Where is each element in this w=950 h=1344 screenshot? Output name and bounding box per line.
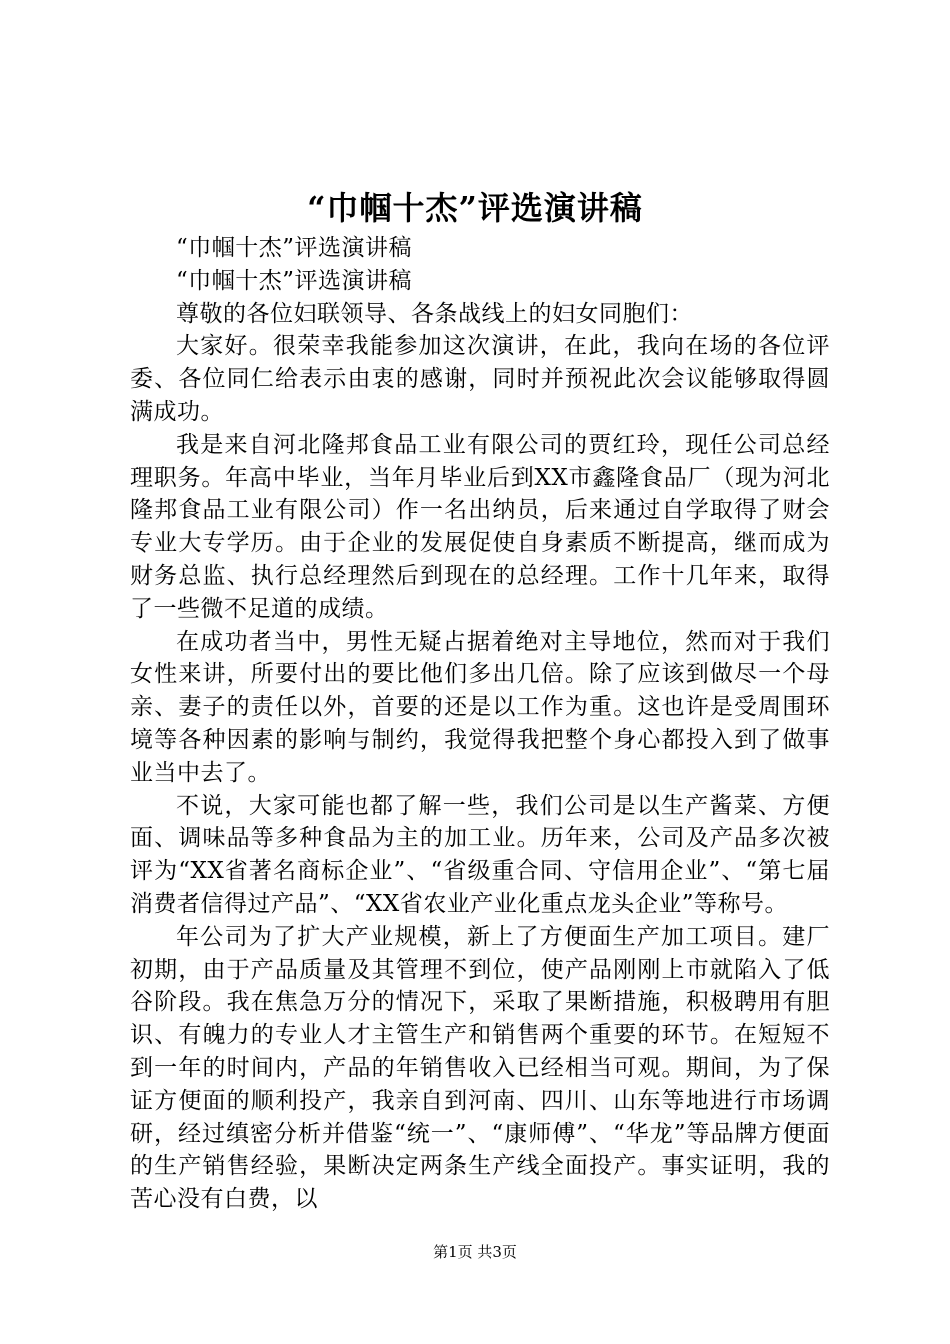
- paragraph: 大家好。很荣幸我能参加这次演讲，在此，我向在场的各位评委、各位同仁给表示由衷的感谢，同时并预祝此次会议能够取得圆满成功。: [130, 333, 830, 425]
- paragraph: 不说，大家可能也都了解一些，我们公司是以生产酱菜、方便面、调味品等多种食品为主的加工业。历年来，公司及产品多次被评为“XX省著名商标企业”、“省级重合同、守信用企业”、“第七届消费者信得过产品”、“XX省农业产业化重点龙头企业”等称号。: [130, 792, 830, 917]
- document-title: “巾帼十杰”评选演讲稿: [307, 189, 643, 227]
- page-footer: 第1页 共3页: [433, 1243, 517, 1261]
- document-body: [130, 232, 830, 1216]
- paragraph: “巾帼十杰”评选演讲稿: [176, 267, 413, 294]
- paragraph: 在成功者当中，男性无疑占据着绝对主导地位，然而对于我们女性来讲，所要付出的要比他们多出几倍。除了应该到做尽一个母亲、妻子的责任以外，首要的还是以工作为重。这也许是受周围环境等各种因素的影响与制约，我觉得我把整个身心都投入到了做事业当中去了。: [130, 628, 830, 786]
- paragraph: 年公司为了扩大产业规模，新上了方便面生产加工项目。建厂初期，由于产品质量及其管理不到位，使产品刚刚上市就陷入了低谷阶段。我在焦急万分的情况下，采取了果断措施，积极聘用有胆识、有魄力的专业人才主管生产和销售两个重要的环节。在短短不到一年的时间内，产品的年销售收入已经相当可观。期间，为了保证方便面的顺利投产，我亲自到河南、四川、山东等地进行市场调研，经过缜密分析并借鉴“统一”、“康师傅”、“华龙”等品牌方便面的生产销售经验，果断决定两条生产线全面投产。事实证明，我的苦心没有白费，以: [130, 923, 830, 1213]
- paragraph: 尊敬的各位妇联领导、各条战线上的妇女同胞们：: [176, 300, 693, 327]
- paragraph: 我是来自河北隆邦食品工业有限公司的贾红玲，现任公司总经理职务。年高中毕业，当年月毕业后到XX市鑫隆食品厂（现为河北隆邦食品工业有限公司）作一名出纳员，后来通过自学取得了财会专业大专学历。由于企业的发展促使自身素质不断提高，继而成为财务总监、执行总经理然后到现在的总经理。工作十几年来，取得了一些微不足道的成绩。: [130, 431, 830, 622]
- paragraph: “巾帼十杰”评选演讲稿: [176, 235, 413, 261]
